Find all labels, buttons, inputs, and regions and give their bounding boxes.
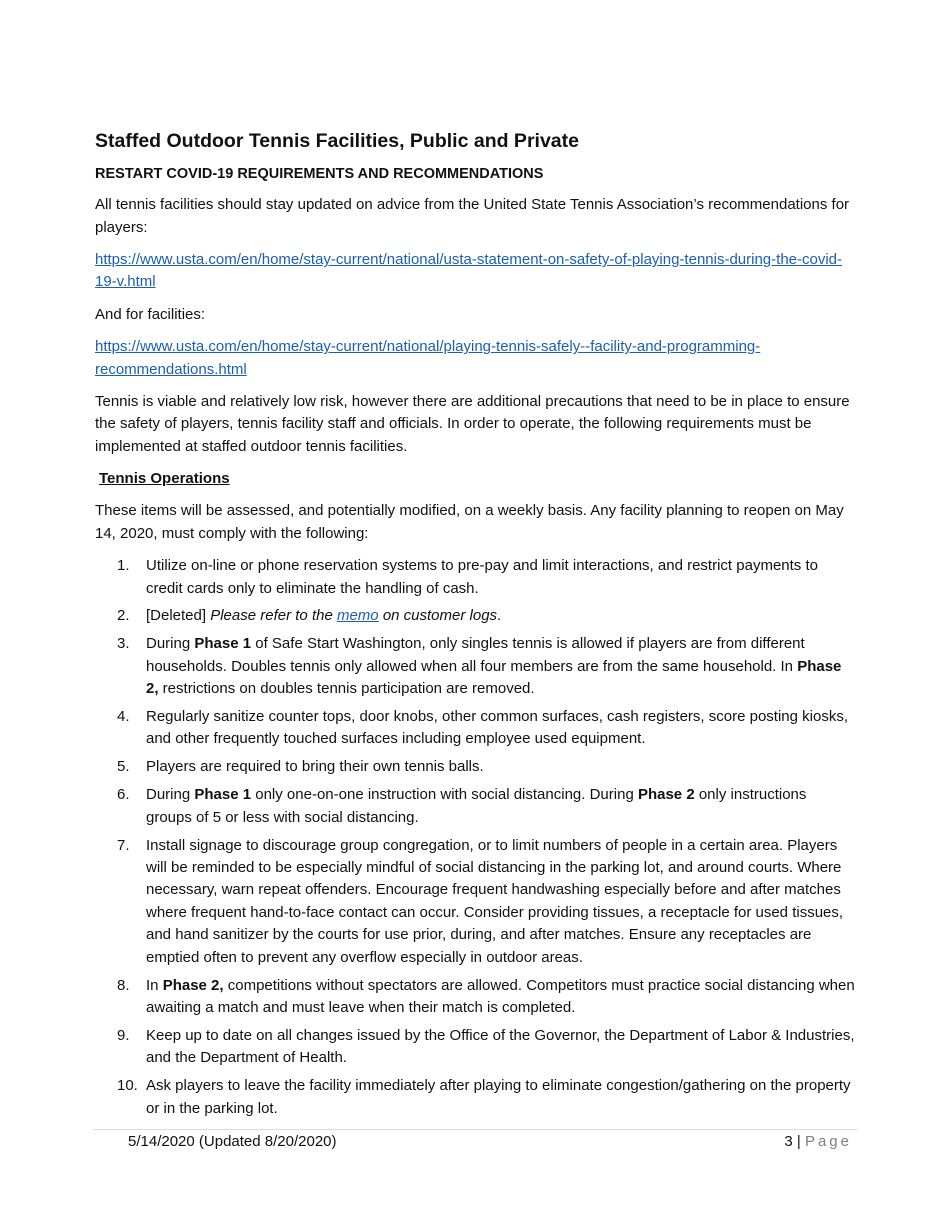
page-number: 3 bbox=[784, 1133, 793, 1150]
memo-link[interactable]: memo bbox=[336, 607, 379, 625]
list-item-text: Regularly sanitize counter tops, door knobs, other common surfaces, cash registers, score posting kiosks, and other frequently touched surfaces including employee used equipment. bbox=[146, 708, 848, 748]
usta-players-link[interactable]: https://www.usta.com/en/home/stay-current/national/usta-statement-on-safety-of-playing-tennis-during-the-covid-19-v.html bbox=[95, 251, 843, 291]
page-subtitle: RESTART COVID-19 REQUIREMENTS AND RECOMMENDATIONS bbox=[95, 166, 544, 183]
list-item bbox=[95, 706, 855, 751]
list-item bbox=[95, 605, 855, 627]
intro-paragraph-players: All tennis facilities should stay updated on advice from the United State Tennis Association’s recommendations for players: bbox=[95, 196, 850, 236]
list-item-text: Utilize on-line or phone reservation systems to pre-pay and limit interactions, and restrict payments to credit cards only to eliminate the handling of cash. bbox=[146, 557, 818, 597]
section-intro: These items will be assessed, and potentially modified, on a weekly basis. Any facility planning to reopen on May 14, 2020, must comply with the following: bbox=[95, 502, 844, 542]
list-item-number: 6. bbox=[117, 786, 130, 804]
list-item-text: . bbox=[497, 607, 502, 625]
list-item-number: 9. bbox=[117, 1026, 130, 1044]
list-item-text: In bbox=[146, 976, 163, 994]
list-item-number: 4. bbox=[117, 708, 130, 726]
facilities-link-paragraph bbox=[95, 336, 855, 381]
phase-label: Phase 1 bbox=[194, 786, 252, 804]
phase-label: Phase 2 bbox=[637, 786, 695, 804]
italic-text: on customer logs bbox=[378, 607, 498, 625]
phase-label: Phase 2, bbox=[162, 976, 224, 994]
list-item-text: Players are required to bring their own tennis balls. bbox=[146, 758, 484, 776]
list-item-text: only instructions groups of 5 or less with social distancing. bbox=[146, 786, 807, 826]
usta-facilities-link[interactable]: https://www.usta.com/en/home/stay-current/national/playing-tennis-safely--facility-and-programming-recommendations.html bbox=[95, 338, 761, 378]
list-item-number: 3. bbox=[117, 635, 130, 653]
list-item-text: competitions without spectators are allowed. Competitors must practice social distancing when awaiting a match and must leave when their match is completed. bbox=[146, 976, 855, 1016]
phase-label: Phase 2, bbox=[146, 657, 842, 698]
list-item-text: restrictions on doubles tennis participation are removed. bbox=[158, 680, 535, 698]
list-item-number: 7. bbox=[117, 836, 130, 854]
page-title: Staffed Outdoor Tennis Facilities, Public and Private bbox=[95, 130, 579, 152]
footer-date: 5/14/2020 (Updated 8/20/2020) bbox=[128, 1133, 337, 1150]
list-item bbox=[95, 756, 855, 778]
italic-text: Please refer to the bbox=[210, 607, 337, 625]
footer-divider bbox=[93, 1129, 857, 1130]
intro-paragraph-facilities: And for facilities: bbox=[95, 305, 206, 323]
list-item-number: 10. bbox=[117, 1077, 138, 1095]
list-item bbox=[95, 555, 855, 600]
list-item bbox=[95, 975, 855, 1020]
list-item bbox=[95, 1075, 855, 1120]
players-link-paragraph bbox=[95, 249, 855, 294]
list-item bbox=[95, 633, 855, 700]
list-item-text: During bbox=[146, 786, 195, 804]
phase-label: Phase 1 bbox=[194, 635, 252, 653]
page-separator: | bbox=[796, 1133, 801, 1150]
page-label: Page bbox=[804, 1133, 852, 1150]
deleted-label: [Deleted] bbox=[146, 607, 211, 625]
list-item bbox=[95, 1025, 855, 1070]
list-item-number: 2. bbox=[117, 607, 130, 625]
requirements-list bbox=[95, 555, 855, 1120]
list-item-number: 1. bbox=[117, 557, 130, 575]
intro-paragraph-risk: Tennis is viable and relatively low risk, however there are additional precautions that need to be in place to ensure the safety of players, tennis facility staff and officials. In order to operate, the following requirements must be implemented at staffed outdoor tennis facilities. bbox=[95, 393, 850, 455]
list-item-text: only one-on-one instruction with social distancing. During bbox=[251, 786, 638, 804]
list-item-text: Ask players to leave the facility immediately after playing to eliminate congestion/gathering on the property or in the parking lot. bbox=[146, 1077, 851, 1117]
list-item-text: Keep up to date on all changes issued by the Office of the Governor, the Department of Labor & Industries, and the Department of Health. bbox=[146, 1026, 855, 1067]
footer-page-indicator bbox=[784, 1132, 852, 1152]
list-item bbox=[95, 784, 855, 829]
list-item-text: During bbox=[146, 635, 195, 653]
section-heading-tennis-operations: Tennis Operations bbox=[99, 470, 230, 488]
list-item bbox=[95, 835, 855, 969]
list-item-number: 8. bbox=[117, 976, 130, 994]
document-body bbox=[95, 130, 855, 1125]
list-item-text: Install signage to discourage group congregation, or to limit numbers of people in a certain area. Players will be reminded to be especially mindful of social distancing in the parking lot, and around courts. Where necessary, warn repeat offenders. Encourage frequent handwashing especially before and after matches where frequent hand-to-face contact can occur. Consider providing tissues, a receptacle for used tissues, and hand sanitizer by the courts for use prior, during, and after matches. Ensure any receptacles are emptied often to prevent any overflow especially in outdoor areas. bbox=[146, 836, 844, 966]
list-item-number: 5. bbox=[117, 758, 130, 776]
list-item-text: of Safe Start Washington, only singles tennis is allowed if players are from different households. Doubles tennis only allowed when all four members are from the same household. In bbox=[146, 635, 805, 675]
